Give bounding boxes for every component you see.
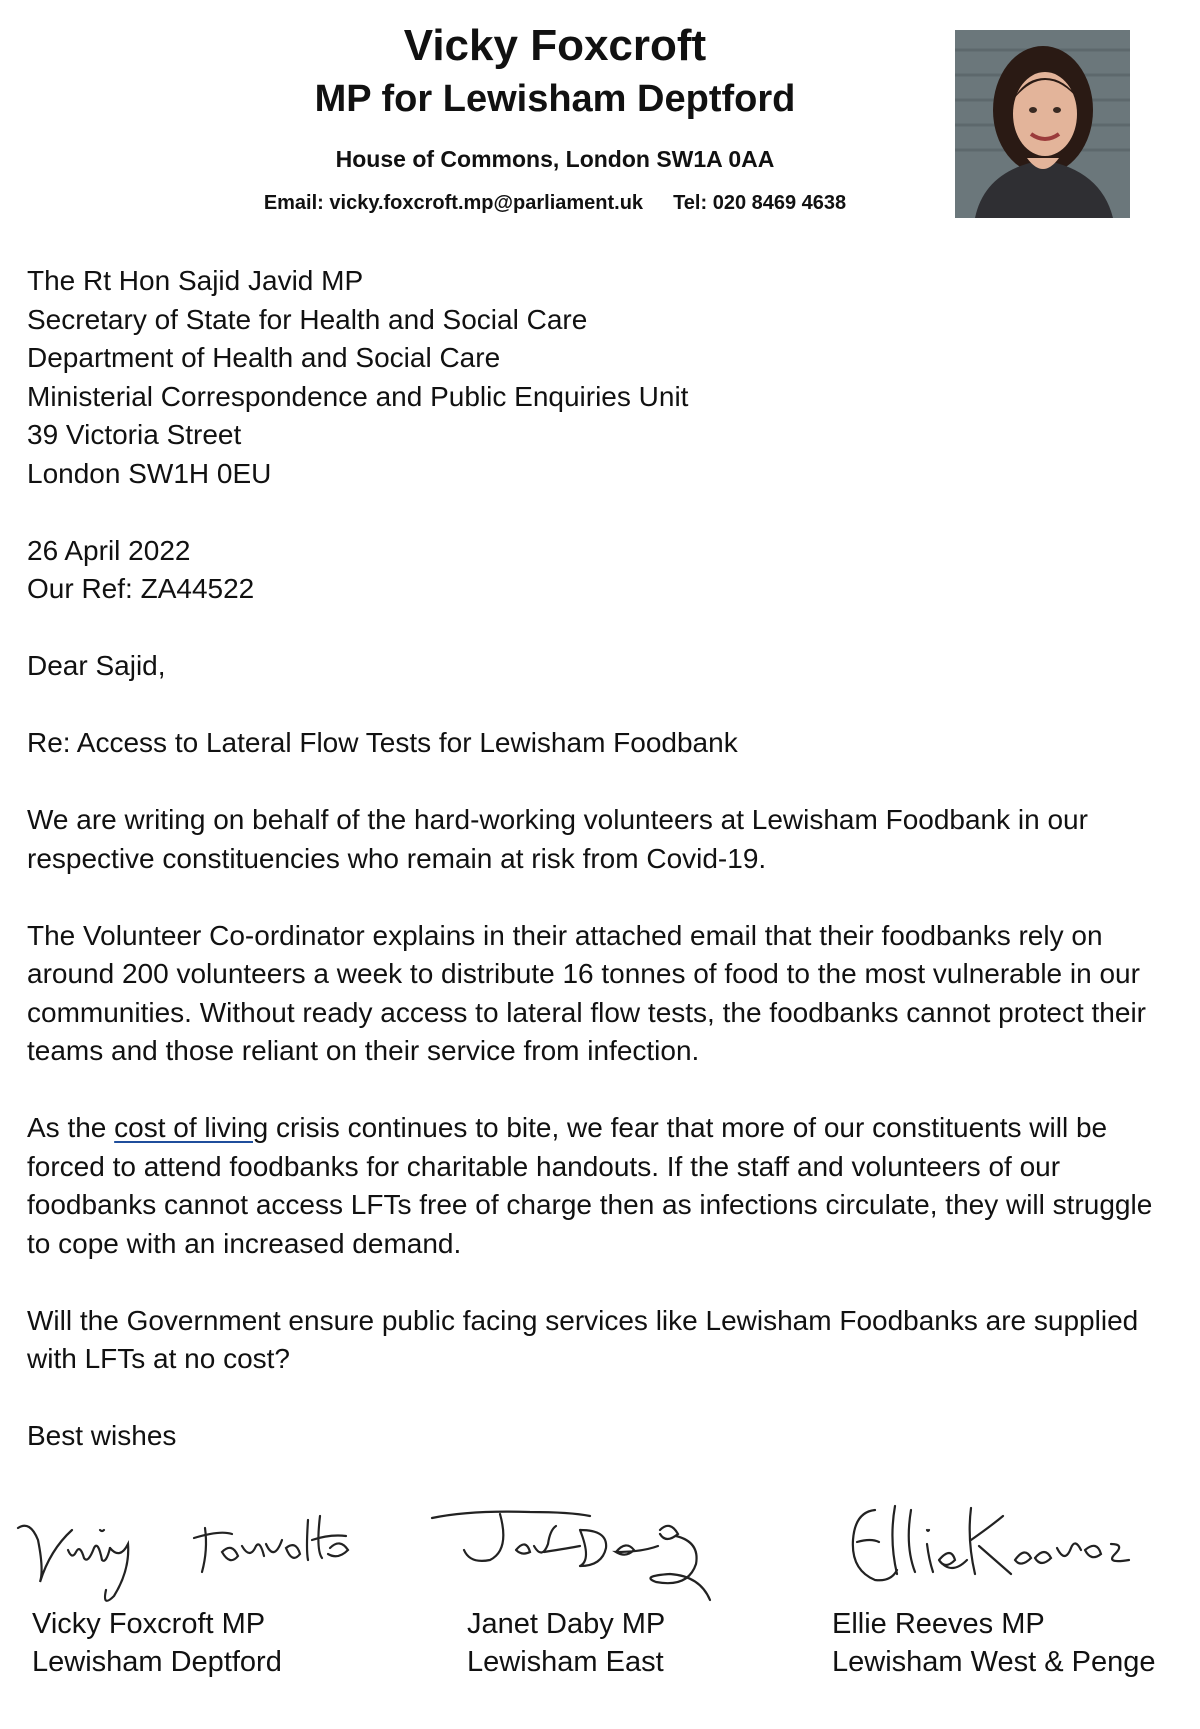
signatory-constituency: Lewisham West & Penge (832, 1646, 1156, 1678)
letterhead-contact (0, 190, 1110, 216)
recipient-line: Ministerial Correspondence and Public Enquiries Unit (27, 380, 689, 412)
signature-janet-daby (430, 1490, 750, 1610)
recipient-line: London SW1H 0EU (27, 457, 272, 489)
letter-body (27, 262, 1167, 1456)
signatory-name: Janet Daby MP (467, 1608, 666, 1640)
letter-meta (27, 532, 1167, 609)
recipient-address (27, 262, 1167, 493)
paragraph-2: The Volunteer Co-ordinator explains in their attached email that their foodbanks rely on around 200 volunteers a week to distribute 16 tonnes of food to the most vulnerable in our communities. Without ready access to lateral flow tests, the foodbanks cannot protect their teams and those reliant on their service from infection. (27, 919, 1146, 1066)
salutation: Dear Sajid, (27, 650, 166, 681)
recipient-line: Department of Health and Social Care (27, 342, 501, 373)
letterhead-tel: Tel: 020 8469 4638 (673, 192, 847, 214)
letterhead-address: House of Commons, London SW1A 0AA (335, 146, 775, 172)
signature-ellie-reeves (835, 1490, 1145, 1600)
signatory-constituency: Lewisham East (467, 1646, 664, 1678)
letterhead-name: Vicky Foxcroft (403, 21, 707, 70)
closing: Best wishes (27, 1420, 177, 1451)
recipient-line: The Rt Hon Sajid Javid MP (27, 265, 364, 296)
cost-of-living-link[interactable]: cost of living (114, 1112, 269, 1143)
signatory-name: Ellie Reeves MP (832, 1608, 1045, 1640)
paragraph-3-end: crisis continues to bite, we fear that more of our constituents will be forced to attend foodbanks for charitable handouts. If the staff and volunteers of our foodbanks cannot access LFTs free of charge then as infections circulate, they will struggle to cope with an increased demand. (27, 1112, 1153, 1259)
recipient-line: Secretary of State for Health and Social Care (27, 303, 588, 335)
mp-portrait-photo (955, 30, 1130, 218)
signatory-name: Vicky Foxcroft MP (32, 1608, 266, 1640)
paragraph-4: Will the Government ensure public facing services like Lewisham Foodbanks are supplied with LFTs at no cost? (27, 1304, 1139, 1374)
signatory-block-3 (832, 1605, 1155, 1681)
letter-reference: Our Ref: ZA44522 (27, 573, 255, 604)
recipient-line: 39 Victoria Street (27, 419, 242, 450)
subject-line: Re: Access to Lateral Flow Tests for Lewisham Foodbank (27, 727, 738, 758)
signatory-block-2 (467, 1605, 665, 1681)
letter-date: 26 April 2022 (27, 534, 191, 566)
signatory-block-1 (32, 1605, 282, 1681)
letterhead-seat: MP for Lewisham Deptford (314, 78, 796, 120)
signatory-constituency: Lewisham Deptford (32, 1646, 282, 1678)
paragraph-3-start: As the (27, 1112, 115, 1143)
letterhead-email: Email: vicky.foxcroft.mp@parliament.uk (263, 192, 644, 214)
paragraph-1: We are writing on behalf of the hard-working volunteers at Lewisham Foodbank in our respective constituencies who remain at risk from Covid-19. (27, 804, 1088, 874)
signature-vicky-foxcroft (10, 1500, 380, 1610)
letterhead (0, 18, 1110, 216)
paragraph-3 (27, 1109, 1167, 1263)
